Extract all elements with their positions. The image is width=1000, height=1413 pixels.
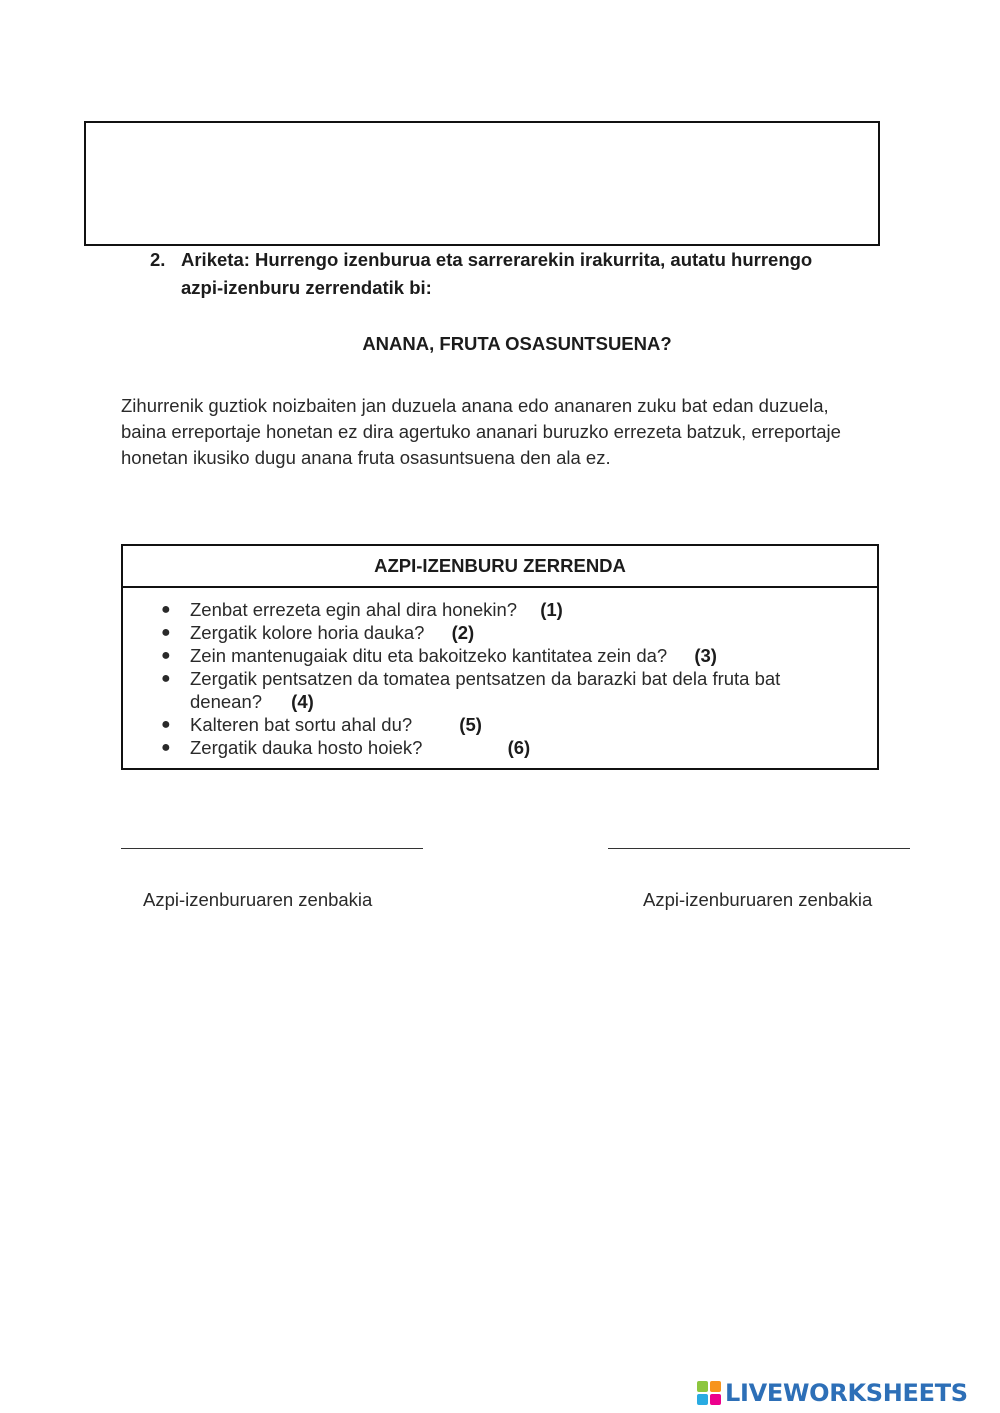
intro-line-1: Zihurrenik guztiok noizbaiten jan duzuela anana edo ananaren zuku bat edan duzuela, [121, 395, 829, 416]
list-item-text: Zergatik pentsatzen da tomatea pentsatzen da barazki bat dela fruta bat [190, 668, 781, 689]
bullet-icon: ● [161, 601, 171, 618]
list-item-text: Zergatik dauka hosto hoiek? [190, 737, 423, 758]
list-item [123, 667, 877, 713]
list-item [123, 713, 877, 736]
list-item [123, 644, 877, 667]
list-item-code: (2) [451, 622, 475, 643]
list-item-text: Zenbat errezeta egin ahal dira honekin? [190, 599, 518, 620]
subheading-list-header: AZPI-IZENBURU ZERRENDA [123, 546, 877, 588]
liveworksheets-logo-text: LIVEWORKSHEETS [725, 1379, 968, 1407]
liveworksheets-logo [697, 1377, 968, 1409]
list-item-code: (1) [540, 599, 563, 620]
subheading-list [123, 588, 877, 759]
article-title: ANANA, FRUTA OSASUNTSUENA? [362, 333, 672, 354]
list-item [123, 736, 877, 759]
bullet-icon: ● [161, 716, 171, 733]
bullet-icon: ● [161, 670, 171, 687]
list-item-text: Zein mantenugaiak ditu eta bakoitzeko kantitatea zein da? [190, 645, 668, 666]
left-answer-label: Azpi-izenburuaren zenbakia [143, 889, 373, 910]
list-item [123, 621, 877, 644]
intro-line-3: honetan ikusiko dugu anana fruta osasuntsuena den ala ez. [121, 447, 611, 468]
list-item-code: (6) [507, 737, 531, 758]
top-answer-box[interactable] [84, 121, 880, 246]
list-item-code: (4) [291, 691, 314, 712]
left-answer-line[interactable] [121, 848, 423, 849]
intro-paragraph [121, 393, 921, 471]
list-item [123, 598, 877, 621]
exercise-line-1: Ariketa: Hurrengo izenburua eta sarrerarekin irakurrita, autatu hurrengo [181, 249, 813, 270]
bullet-icon: ● [161, 739, 171, 756]
exercise-instruction [150, 246, 890, 302]
subheading-list-box [121, 544, 879, 770]
liveworksheets-logo-icon [697, 1381, 721, 1405]
right-answer-label: Azpi-izenburuaren zenbakia [643, 889, 873, 910]
intro-line-2: baina erreportaje honetan ez dira agertuko ananari buruzko errezeta batzuk, erreportaje [121, 421, 841, 442]
right-answer-line[interactable] [608, 848, 910, 849]
exercise-line-2: azpi-izenburu zerrendatik bi: [181, 277, 432, 298]
list-item-text: Zergatik kolore horia dauka? [190, 622, 425, 643]
list-item-text: Kalteren bat sortu ahal du? [190, 714, 413, 735]
list-item-code: (5) [459, 714, 482, 735]
list-item-text-continued: denean? [190, 691, 263, 712]
exercise-number: 2. [150, 249, 166, 270]
bullet-icon: ● [161, 647, 171, 664]
list-item-code: (3) [694, 645, 717, 666]
bullet-icon: ● [161, 624, 171, 641]
